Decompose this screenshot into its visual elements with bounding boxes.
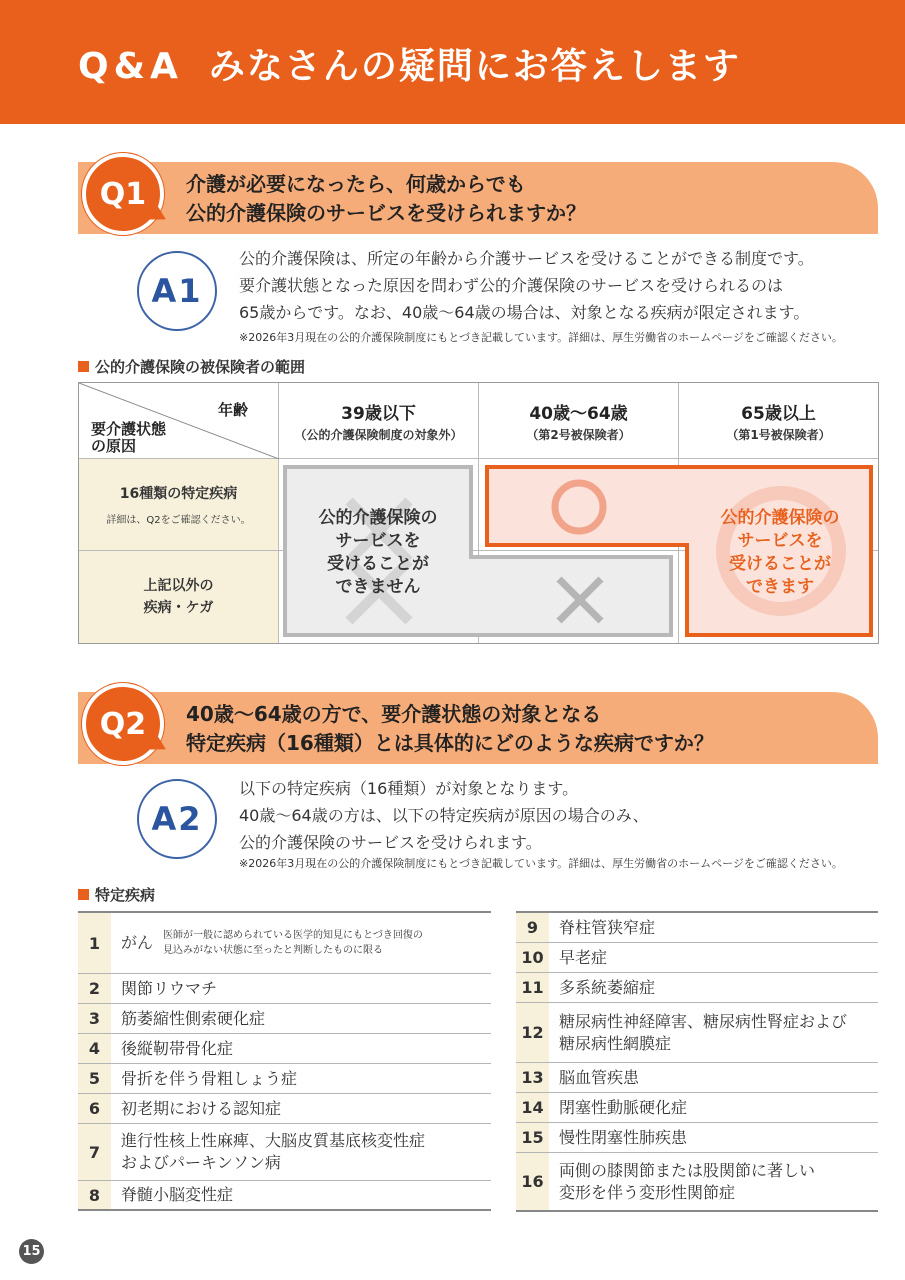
item-number: 13	[516, 1063, 549, 1092]
can-line2: サービスを	[737, 531, 823, 551]
can-line4: できます	[746, 577, 814, 597]
q2-line2: 特定疾病（16種類）とは具体的にどのような疾病ですか？	[186, 731, 714, 755]
col-label: 40歳〜64歳	[529, 403, 628, 424]
item-number: 5	[78, 1064, 111, 1093]
item-name: 骨折を伴う骨粗しょう症	[121, 1068, 298, 1088]
item-name-line2: 糖尿病性網膜症	[559, 1033, 672, 1053]
item-number: 1	[78, 913, 111, 973]
a1-badge: A1	[137, 251, 217, 331]
item-name: がん	[121, 933, 154, 952]
cannot-line1: 公的介護保険の	[318, 508, 438, 528]
q1-line2: 公的介護保険のサービスを受けられますか？	[186, 201, 586, 225]
list-item	[78, 1181, 491, 1211]
corner-cause-line2: の原因	[91, 437, 137, 455]
list-item	[516, 1093, 878, 1123]
table-section-title	[78, 356, 305, 377]
item-name: 脊柱管狭窄症	[559, 917, 656, 937]
square-bullet-icon	[78, 361, 89, 372]
item-name: 慢性閉塞性肺疾患	[559, 1127, 688, 1147]
item-number: 7	[78, 1124, 111, 1180]
cannot-line3: 受けることが	[327, 554, 429, 574]
square-bullet-icon	[78, 889, 89, 900]
col-sub: （公的介護保険制度の対象外）	[294, 427, 463, 442]
list-item	[516, 1003, 878, 1063]
item-name: 関節リウマチ	[121, 978, 218, 998]
a2-line1: 以下の特定疾病（16種類）が対象となります。	[239, 779, 579, 798]
list-item	[516, 913, 878, 943]
item-name	[549, 1160, 815, 1204]
item-name: 脳血管疾患	[559, 1067, 640, 1087]
table-title-text: 公的介護保険の被保険者の範囲	[95, 358, 306, 376]
a2-line3: 公的介護保険のサービスを受けられます。	[239, 833, 542, 852]
list-item	[78, 1094, 491, 1124]
a1-note: ※2026年3月現在の公的介護保険制度にもとづき記載しています。詳細は、厚生労働省のホームページをご確認ください。	[239, 331, 843, 344]
list-item	[78, 974, 491, 1004]
col-label: 65歳以上	[741, 403, 816, 424]
page-number: 15	[19, 1239, 44, 1264]
item-name: 多系統萎縮症	[559, 977, 656, 997]
list-item	[78, 1064, 491, 1094]
qa-label: Q&A	[78, 46, 183, 87]
item-name: 後縦靭帯骨化症	[121, 1038, 234, 1058]
can-text	[689, 507, 871, 599]
item-name-line1: 両側の膝関節または股関節に著しい	[559, 1160, 816, 1180]
item-name-line2: およびパーキンソン病	[121, 1153, 281, 1172]
disease-section-title	[78, 884, 155, 905]
disease-list-left	[78, 911, 491, 1211]
list-item	[516, 1153, 878, 1212]
item-name: 筋萎縮性側索硬化症	[121, 1008, 266, 1028]
item-name: 閉塞性動脈硬化症	[559, 1097, 688, 1117]
item-number: 2	[78, 974, 111, 1003]
list-item	[516, 943, 878, 973]
item-name-line1: 進行性核上性麻痺、大脳皮質基底核変性症	[121, 1131, 426, 1150]
row-label: 16種類の特定疾病	[119, 486, 238, 502]
list-item	[78, 1004, 491, 1034]
a2-note: ※2026年3月現在の公的介護保険制度にもとづき記載しています。詳細は、厚生労働省のホームページをご確認ください。	[239, 857, 843, 870]
list-item	[516, 1063, 878, 1093]
item-name-line2: 変形を伴う変形性関節症	[559, 1182, 736, 1202]
q1-badge: Q1	[82, 153, 164, 235]
item-number: 6	[78, 1094, 111, 1123]
corner-age-label: 年齢	[217, 401, 248, 419]
item-number: 11	[516, 973, 549, 1002]
item-number: 10	[516, 943, 549, 972]
can-line1: 公的介護保険の	[720, 508, 840, 528]
row-label-line2: 疾病・ケガ	[143, 600, 214, 616]
q1-line1: 介護が必要になったら、何歳からでも	[186, 172, 526, 196]
item-note	[163, 928, 423, 958]
page-title	[78, 38, 741, 89]
item-number: 15	[516, 1123, 549, 1152]
item-number: 9	[516, 913, 549, 942]
a2-badge: A2	[137, 779, 217, 859]
q2-badge: Q2	[82, 683, 164, 765]
disease-list-right	[516, 911, 878, 1212]
list-item	[516, 1123, 878, 1153]
row-sub: 詳細は、Q2をご確認ください。	[106, 515, 251, 526]
item-name-line1: 糖尿病性神経障害、糖尿病性腎症および	[559, 1011, 848, 1031]
list-item	[78, 1034, 491, 1064]
list-item	[78, 913, 491, 974]
item-number: 16	[516, 1153, 549, 1210]
q1-question	[186, 170, 586, 228]
list-item	[516, 973, 878, 1003]
coverage-table	[78, 382, 879, 644]
q2-question	[186, 700, 714, 758]
col-sub: （第2号被保険者）	[526, 427, 631, 442]
cannot-line4: できません	[335, 577, 421, 597]
title-text: みなさんの疑問にお答えします	[208, 46, 741, 87]
can-line3: 受けることが	[729, 554, 831, 574]
list-item	[78, 1124, 491, 1181]
item-name: 早老症	[559, 947, 608, 967]
row-label-line1: 上記以外の	[143, 578, 214, 594]
a1-line3: 65歳からです。なお、40歳〜64歳の場合は、対象となる疾病が限定されます。	[239, 303, 810, 322]
cannot-line2: サービスを	[335, 531, 421, 551]
item-note-line1: 医師が一般に認められている医学的知見にもとづき回復の	[163, 930, 423, 941]
a2-line2: 40歳〜64歳の方は、以下の特定疾病が原因の場合のみ、	[239, 806, 649, 825]
item-number: 12	[516, 1003, 549, 1062]
col-label: 39歳以下	[341, 403, 416, 424]
item-name: 脊髄小脳変性症	[121, 1185, 234, 1204]
item-number: 8	[78, 1181, 111, 1209]
item-number: 4	[78, 1034, 111, 1063]
disease-title-text: 特定疾病	[95, 886, 156, 904]
col-sub: （第1号被保険者）	[726, 427, 831, 442]
a1-line2: 要介護状態となった原因を問わず公的介護保険のサービスを受けられるのは	[239, 276, 784, 295]
a2-answer	[239, 775, 649, 856]
item-number: 3	[78, 1004, 111, 1033]
item-name: 初老期における認知症	[121, 1098, 282, 1118]
item-name	[549, 1011, 847, 1055]
cannot-text	[285, 507, 471, 599]
q2-line1: 40歳〜64歳の方で、要介護状態の対象となる	[186, 702, 602, 726]
item-name	[111, 1130, 425, 1174]
a1-answer	[239, 245, 814, 326]
item-number: 14	[516, 1093, 549, 1122]
item-note-line2: 見込みがない状態に至ったと判断したものに限る	[163, 945, 384, 956]
a1-line1: 公的介護保険は、所定の年齢から介護サービスを受けることができる制度です。	[239, 249, 814, 268]
corner-cause-line1: 要介護状態	[91, 420, 167, 438]
